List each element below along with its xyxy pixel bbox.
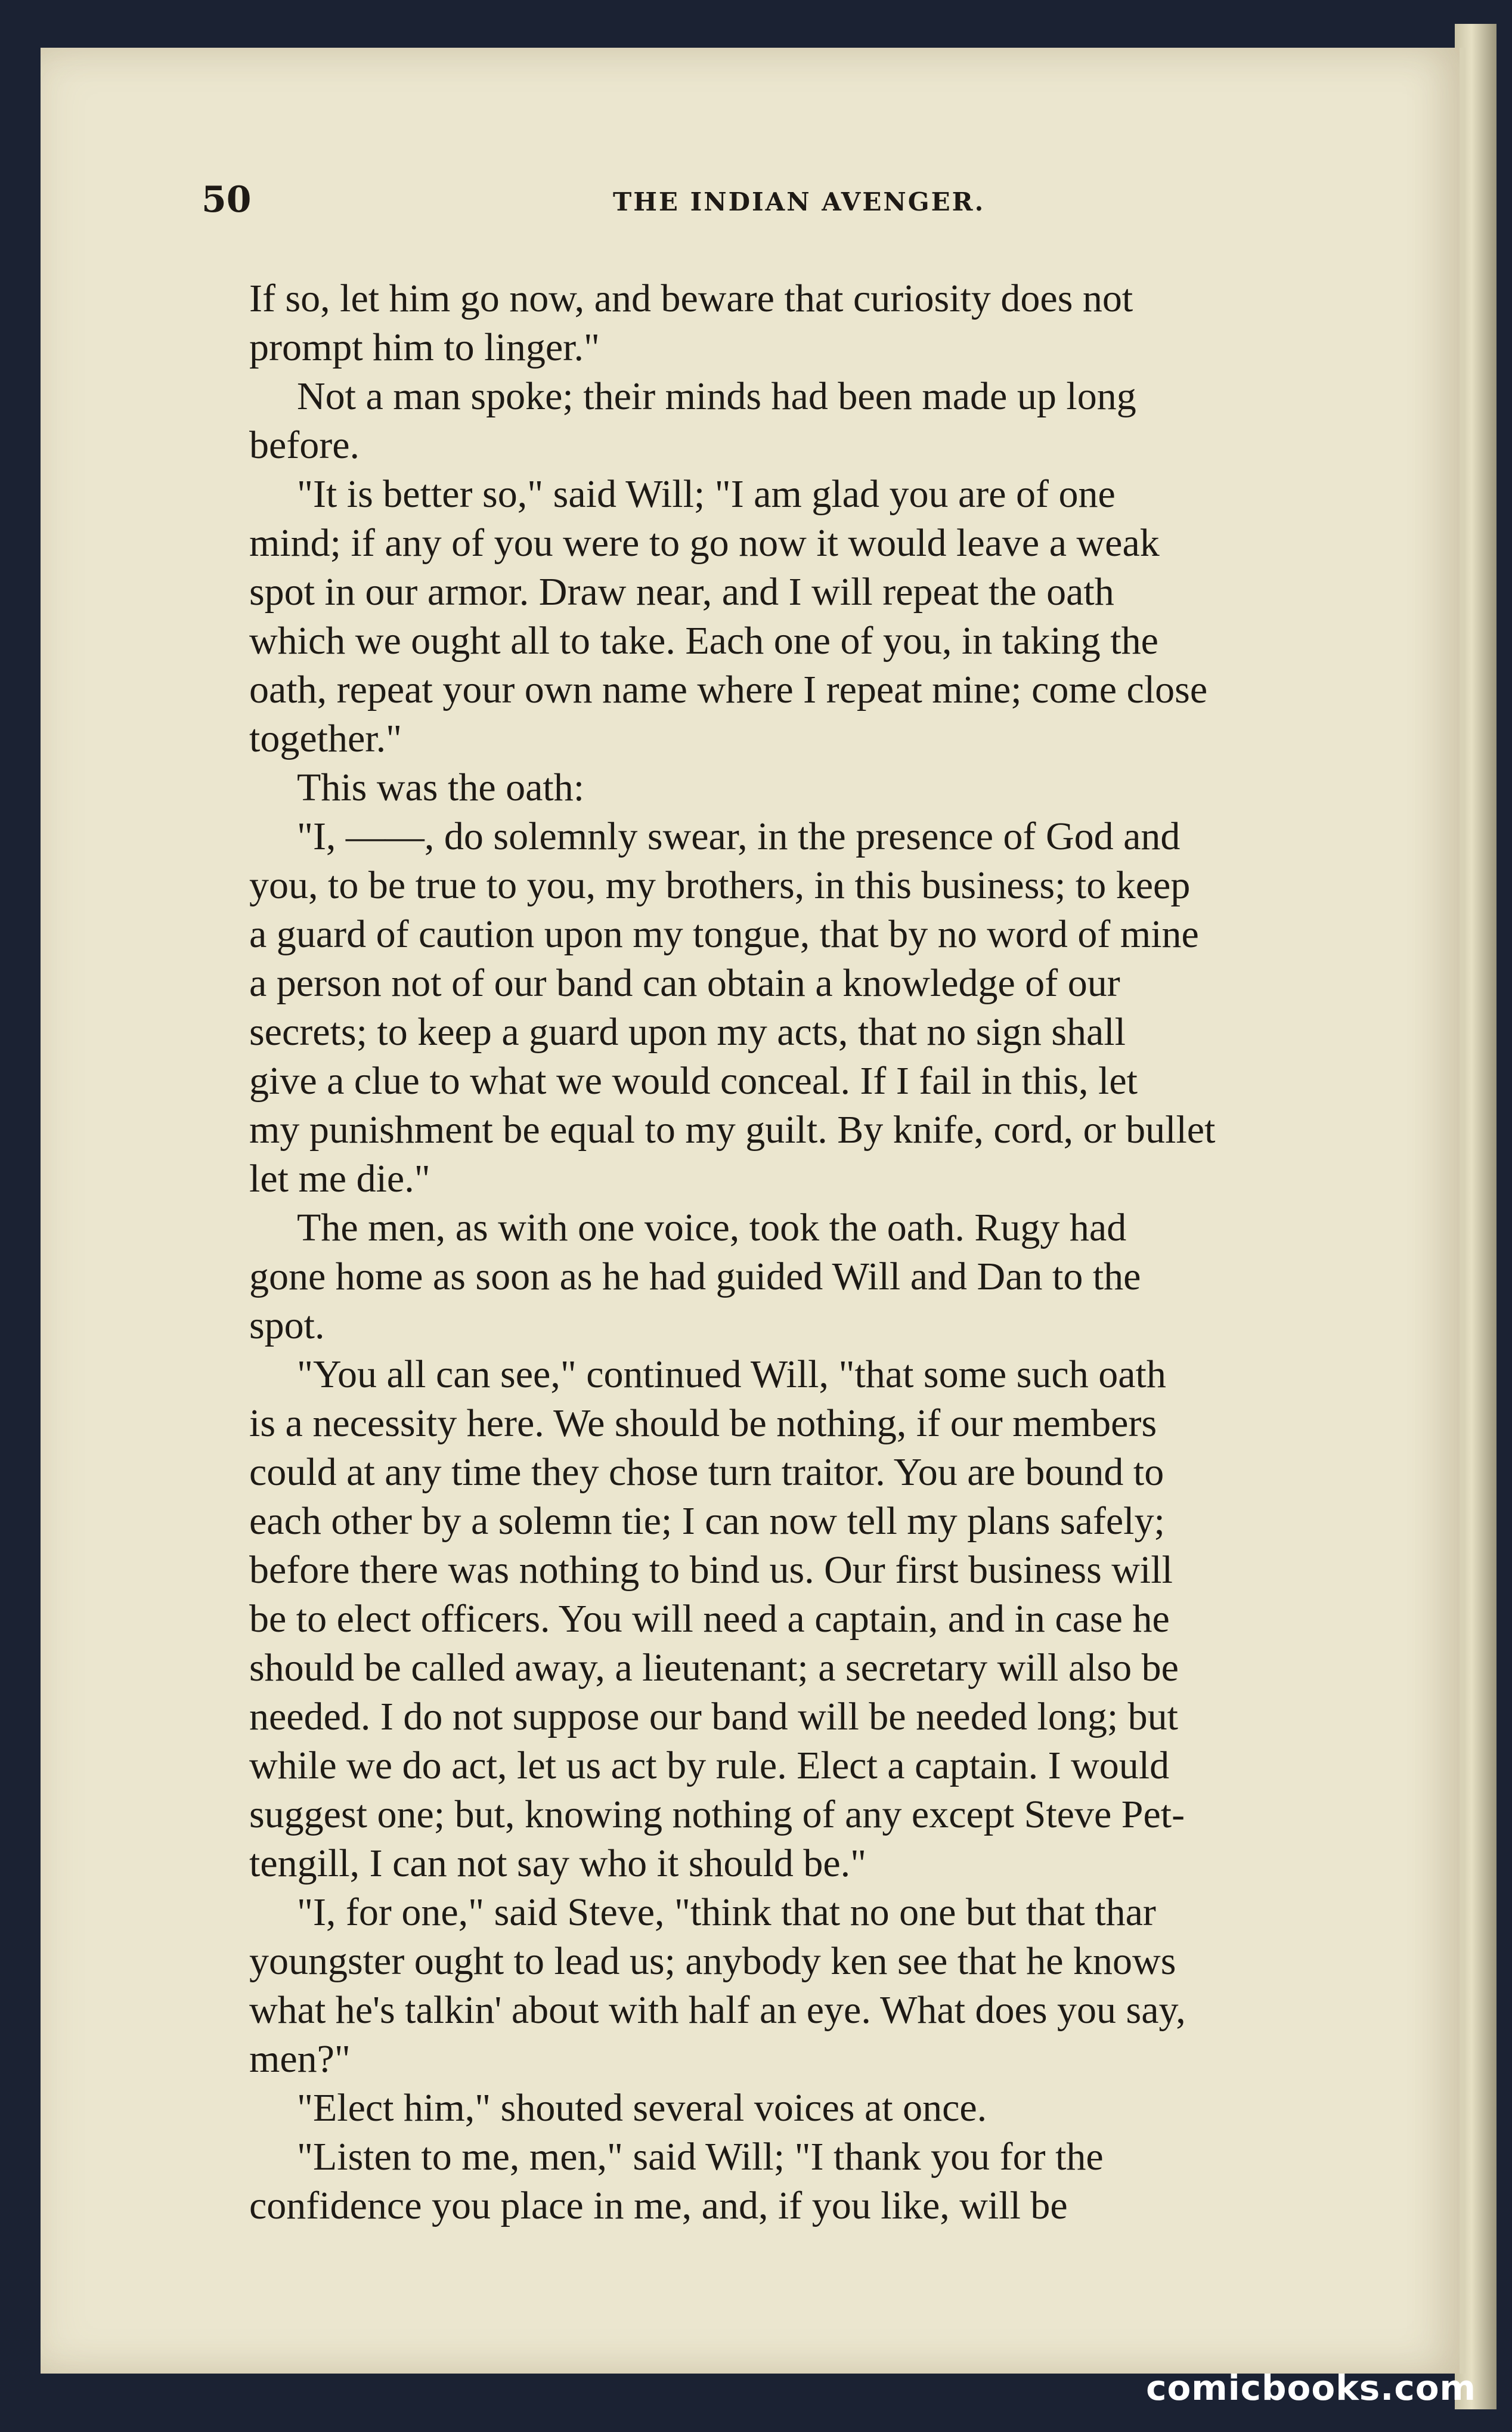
text-line: let me die." (249, 1157, 430, 1200)
text-line: spot in our armor. Draw near, and I will repeat the oath (249, 570, 1114, 614)
text-line: "Elect him," shouted several voices at once. (297, 2086, 987, 2130)
text-line: each other by a solemn tie; I can now tell my plans safely; (249, 1499, 1165, 1543)
text-line: before there was nothing to bind us. Our first business will (249, 1548, 1173, 1592)
text-line: spot. (249, 1304, 325, 1347)
text-line: "I, ——, do solemnly swear, in the presence of God and (297, 815, 1181, 858)
text-line: The men, as with one voice, took the oath. Rugy had (297, 1206, 1127, 1249)
text-line: while we do act, let us act by rule. Elect a captain. I would (249, 1744, 1170, 1787)
text-line: a person not of our band can obtain a knowledge of our (249, 961, 1120, 1005)
text-line: suggest one; but, knowing nothing of any except Steve Pet- (249, 1793, 1185, 1836)
text-line: before. (249, 423, 360, 467)
text-line: could at any time they chose turn traitor. You are bound to (249, 1450, 1164, 1494)
text-line: give a clue to what we would conceal. If I fail in this, let (249, 1059, 1138, 1103)
text-line: This was the oath: (297, 766, 585, 809)
page-number: 50 (202, 179, 252, 221)
watermark: comicbooks.com (1146, 2368, 1476, 2408)
text-line: confidence you place in me, and, if you like, will be (249, 2184, 1068, 2227)
text-line: needed. I do not suppose our band will be needed long; but (249, 1695, 1178, 1738)
text-line: my punishment be equal to my guilt. By knife, cord, or bullet (249, 1108, 1216, 1152)
text-line: a guard of caution upon my tongue, that by no word of mine (249, 912, 1199, 956)
body-text (249, 274, 1412, 2230)
text-line: gone home as soon as he had guided Will and Dan to the (249, 1255, 1141, 1298)
text-line: which we ought all to take. Each one of you, in taking the (249, 619, 1158, 663)
text-line: "I, for one," said Steve, "think that no one but that thar (297, 1890, 1156, 1934)
text-line: "Listen to me, men," said Will; "I thank you for the (297, 2135, 1104, 2179)
text-line: is a necessity here. We should be nothing, if our members (249, 1401, 1157, 1445)
text-line: together." (249, 717, 402, 760)
text-line: prompt him to linger." (249, 326, 600, 369)
text-line: what he's talkin' about with half an eye. What does you say, (249, 1988, 1186, 2032)
book-page (41, 48, 1465, 2374)
text-line: "You all can see," continued Will, "that some such oath (297, 1353, 1166, 1396)
text-line: be to elect officers. You will need a captain, and in case he (249, 1597, 1170, 1641)
running-head (202, 179, 1412, 221)
text-line: mind; if any of you were to go now it would leave a weak (249, 521, 1160, 565)
text-line: "It is better so," said Will; "I am glad you are of one (297, 472, 1116, 516)
text-line: men?" (249, 2037, 351, 2081)
text-line: you, to be true to you, my brothers, in this business; to keep (249, 864, 1191, 907)
running-title: THE INDIAN AVENGER. (613, 187, 986, 216)
text-line: youngster ought to lead us; anybody ken see that he knows (249, 1939, 1176, 1983)
text-line: tengill, I can not say who it should be." (249, 1842, 867, 1885)
text-line: secrets; to keep a guard upon my acts, that no sign shall (249, 1010, 1126, 1054)
text-line: Not a man spoke; their minds had been made up long (297, 375, 1136, 418)
text-line: If so, let him go now, and beware that curiosity does not (249, 277, 1133, 320)
text-line: oath, repeat your own name where I repeat mine; come close (249, 668, 1208, 711)
text-line: should be called away, a lieutenant; a secretary will also be (249, 1646, 1179, 1690)
